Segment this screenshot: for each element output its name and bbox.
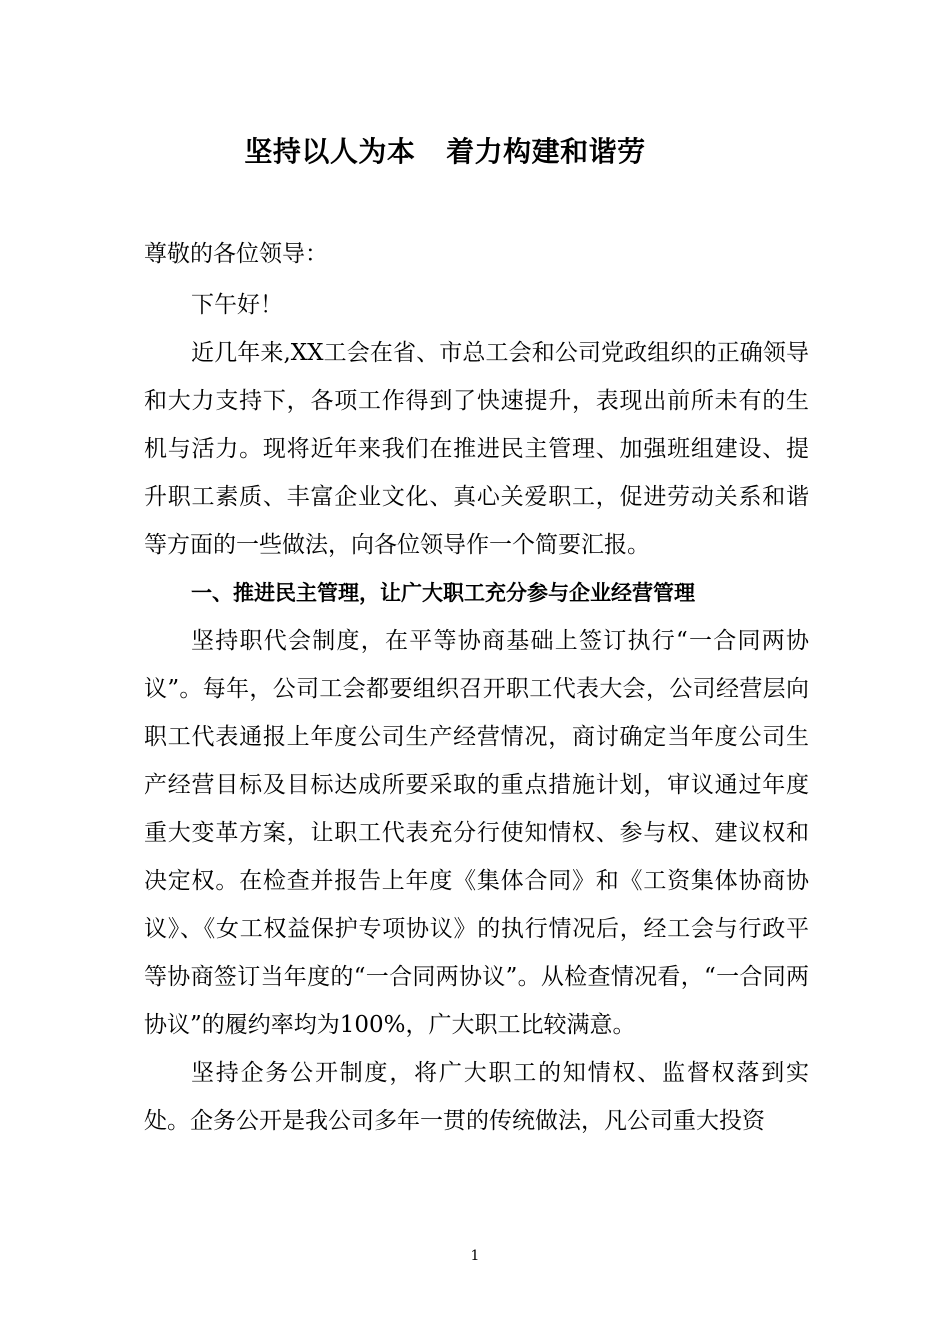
section-heading-1: 一、推进民主管理，让广大职工充分参与企业经营管理: [191, 581, 695, 605]
salutation: 尊敬的各位领导：: [144, 241, 328, 267]
document-title: 坚持以人为本 着力构建和谐劳: [244, 135, 646, 168]
greeting: 下午好！: [191, 292, 283, 318]
page-number: 1: [470, 1248, 480, 1264]
paragraph-intro: 近几年来,XX工会在省、市总工会和公司党政组织的正确领导和大力支持下，各项工作得到了快速提升，表现出前所未有的生机与活力。现将近年来我们在推进民主管理、加强班组建设、提升职工素质、丰富企业文化、真心关爱职工，促进劳动关系和谐等方面的一些做法，向各位领导作一个简要汇报。: [144, 340, 809, 558]
paragraph-affairs-disclosure: 坚持企务公开制度，将广大职工的知情权、监督权落到实处。企务公开是我公司多年一贯的传统做法，凡公司重大投资: [144, 1060, 809, 1134]
document-body: [144, 230, 809, 1145]
paragraph-workers-congress: 坚持职代会制度，在平等协商基础上签订执行“一合同两协议”。每年，公司工会都要组织召开职工代表大会，公司经营层向职工代表通报上年度公司生产经营情况，商讨确定当年度公司生产经营目标及目标达成所要采取的重点措施计划，审议通过年度重大变革方案，让职工代表充分行使知情权、参与权、建议权和决定权。在检查并报告上年度《集体合同》和《工资集体协商协议》、《女工权益保护专项协议》的执行情况后，经工会与行政平等协商签订当年度的“一合同两协议”。从检查情况看，“一合同两协议”的履约率均为100%，广大职工比较满意。: [144, 628, 809, 1038]
